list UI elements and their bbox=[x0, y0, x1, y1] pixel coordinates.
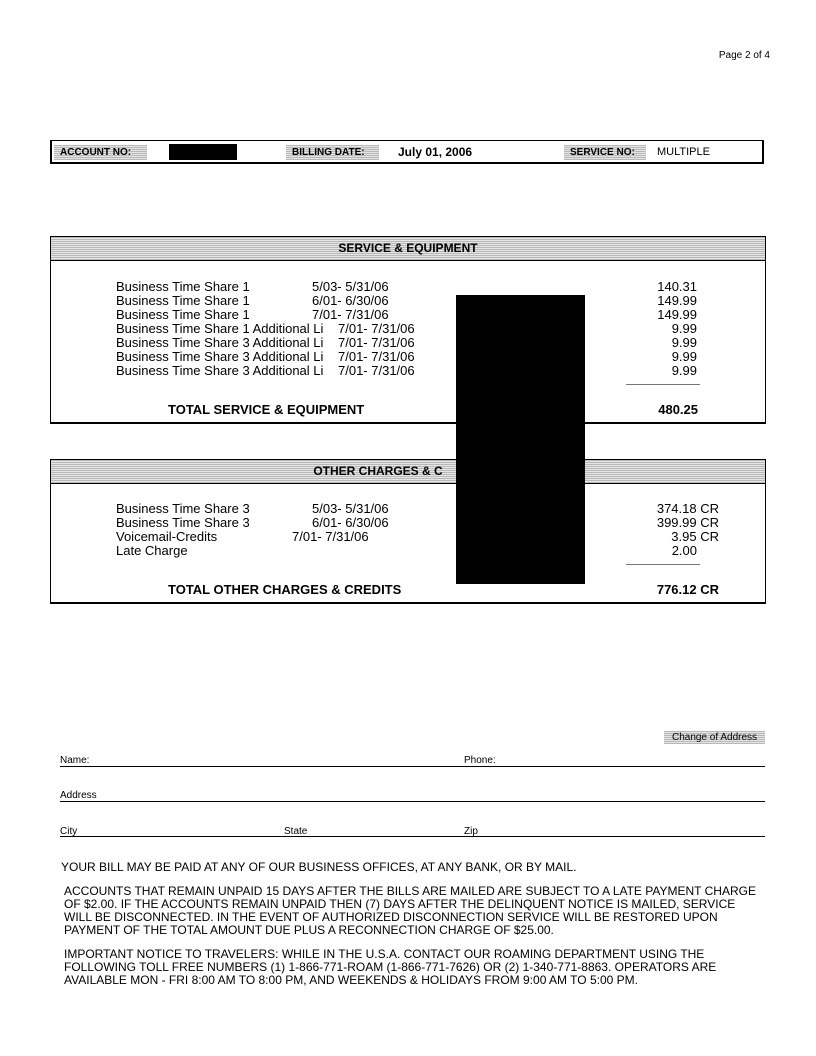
travel-notice-line: FOLLOWING TOLL FREE NUMBERS (1) 1-866-771-ROAM (1-866-771-7626) OR (2) 1-340-771-8863. OPERATORS ARE bbox=[64, 960, 717, 974]
service-equipment-item-description: Business Time Share 1 bbox=[116, 279, 250, 294]
service-equipment-item-description: Business Time Share 1 bbox=[116, 307, 250, 322]
service-equipment-item-amount: 149.99 bbox=[657, 293, 697, 308]
service-equipment-item-amount: 140.31 bbox=[657, 279, 697, 294]
other-charges-item-period: 5/03- 5/31/06 bbox=[312, 501, 389, 516]
billing-date-value: July 01, 2006 bbox=[398, 145, 473, 159]
address-field[interactable] bbox=[60, 801, 765, 802]
late-notice-line: PAYMENT OF THE TOTAL AMOUNT DUE PLUS A RECONNECTION CHARGE OF $25.00. bbox=[64, 923, 554, 937]
other-charges-item-amount: 3.95 CR bbox=[671, 529, 719, 544]
service-equipment-item-amount: 9.99 bbox=[671, 363, 697, 378]
other-charges-item-amount: 374.18 CR bbox=[656, 501, 719, 516]
service-equipment-item-amount: 9.99 bbox=[671, 335, 697, 350]
service-equipment-item-period: 7/01- 7/31/06 bbox=[338, 349, 415, 364]
billing-date-label: BILLING DATE: bbox=[286, 145, 379, 160]
other-charges-item-period: 7/01- 7/31/06 bbox=[292, 529, 369, 544]
other-charges-header bbox=[51, 460, 765, 484]
service-equipment-item-description: Business Time Share 1 Additional Li bbox=[116, 321, 324, 336]
other-charges-item-description: Business Time Share 3 bbox=[116, 515, 250, 530]
other-charges-item-amount: 399.99 CR bbox=[656, 515, 719, 530]
other-charges-subtotal-rule bbox=[626, 564, 700, 565]
service-equipment-total-amount: 480.25 bbox=[658, 402, 698, 417]
zip-label: Zip bbox=[464, 826, 478, 837]
account-info-bar bbox=[50, 140, 764, 164]
service-equipment-total-label: TOTAL SERVICE & EQUIPMENT bbox=[168, 402, 365, 417]
other-charges-item-description: Late Charge bbox=[116, 543, 188, 558]
service-equipment-item-period: 6/01- 6/30/06 bbox=[312, 293, 389, 308]
service-equipment-header: SERVICE & EQUIPMENT bbox=[51, 237, 765, 261]
travel-notice-line: IMPORTANT NOTICE TO TRAVELERS: WHILE IN THE U.S.A. CONTACT OUR ROAMING DEPARTMENT USING THE bbox=[64, 947, 705, 961]
state-field[interactable] bbox=[284, 836, 464, 837]
account-no-label: ACCOUNT NO: bbox=[54, 145, 147, 160]
zip-field[interactable] bbox=[464, 836, 765, 837]
page-number: Page 2 of 4 bbox=[718, 50, 770, 61]
travel-notice-line: AVAILABLE MON - FRI 8:00 AM TO 8:00 PM, AND WEEKENDS & HOLIDAYS FROM 9:00 AM TO 5:00 PM. bbox=[64, 973, 638, 987]
city-label: City bbox=[60, 826, 78, 837]
service-equipment-item-amount: 9.99 bbox=[671, 321, 697, 336]
service-equipment-item-description: Business Time Share 3 Additional Li bbox=[116, 363, 324, 378]
other-charges-item-amount: 2.00 bbox=[671, 543, 697, 558]
phone-field[interactable] bbox=[464, 766, 765, 767]
other-charges-item-description: Voicemail-Credits bbox=[116, 529, 218, 544]
other-charges-item-description: Business Time Share 3 bbox=[116, 501, 250, 516]
service-equipment-item-amount: 149.99 bbox=[657, 307, 697, 322]
service-no-value: MULTIPLE bbox=[657, 146, 710, 158]
late-notice-line: ACCOUNTS THAT REMAIN UNPAID 15 DAYS AFTER THE BILLS ARE MAILED ARE SUBJECT TO A LATE PAYMENT CHARGE bbox=[64, 884, 756, 898]
late-notice-line: OF $2.00. IF THE ACCOUNTS REMAIN UNPAID THEN (7) DAYS AFTER THE DELINQUENT NOTICE IS MAILED, SERVICE bbox=[64, 897, 736, 911]
service-equipment-item-amount: 9.99 bbox=[671, 349, 697, 364]
other-charges-total-amount: 776.12 CR bbox=[656, 582, 719, 597]
service-equipment-subtotal-rule bbox=[626, 384, 700, 385]
other-charges-title: OTHER CHARGES & C bbox=[313, 464, 443, 478]
service-no-label: SERVICE NO: bbox=[564, 145, 646, 160]
service-equipment-item-description: Business Time Share 3 Additional Li bbox=[116, 349, 324, 364]
account-no-redaction bbox=[169, 144, 237, 160]
service-equipment-item-period: 7/01- 7/31/06 bbox=[312, 307, 389, 322]
service-equipment-item-period: 5/03- 5/31/06 bbox=[312, 279, 389, 294]
service-equipment-item-period: 7/01- 7/31/06 bbox=[338, 321, 415, 336]
name-field[interactable] bbox=[60, 766, 464, 767]
address-label: Address bbox=[60, 790, 97, 801]
city-field[interactable] bbox=[60, 836, 284, 837]
travelers-notice bbox=[64, 948, 716, 987]
service-equipment-item-description: Business Time Share 3 Additional Li bbox=[116, 335, 324, 350]
service-equipment-item-description: Business Time Share 1 bbox=[116, 293, 250, 308]
name-label: Name: bbox=[60, 755, 90, 766]
payment-notice: YOUR BILL MAY BE PAID AT ANY OF OUR BUSINESS OFFICES, AT ANY BANK, OR BY MAIL. bbox=[61, 860, 577, 874]
late-notice-line: WILL BE DISCONNECTED. IN THE EVENT OF AUTHORIZED DISCONNECTION SERVICE WILL BE RESTORED UPON bbox=[64, 910, 718, 924]
change-of-address-label: Change of Address bbox=[664, 731, 765, 744]
other-charges-total-label: TOTAL OTHER CHARGES & CREDITS bbox=[168, 582, 402, 597]
details-redaction bbox=[456, 295, 585, 584]
service-equipment-item-period: 7/01- 7/31/06 bbox=[338, 363, 415, 378]
other-charges-item-period: 6/01- 6/30/06 bbox=[312, 515, 389, 530]
phone-label: Phone: bbox=[464, 755, 496, 766]
late-payment-notice bbox=[64, 885, 756, 937]
service-equipment-item-period: 7/01- 7/31/06 bbox=[338, 335, 415, 350]
state-label: State bbox=[284, 826, 308, 837]
